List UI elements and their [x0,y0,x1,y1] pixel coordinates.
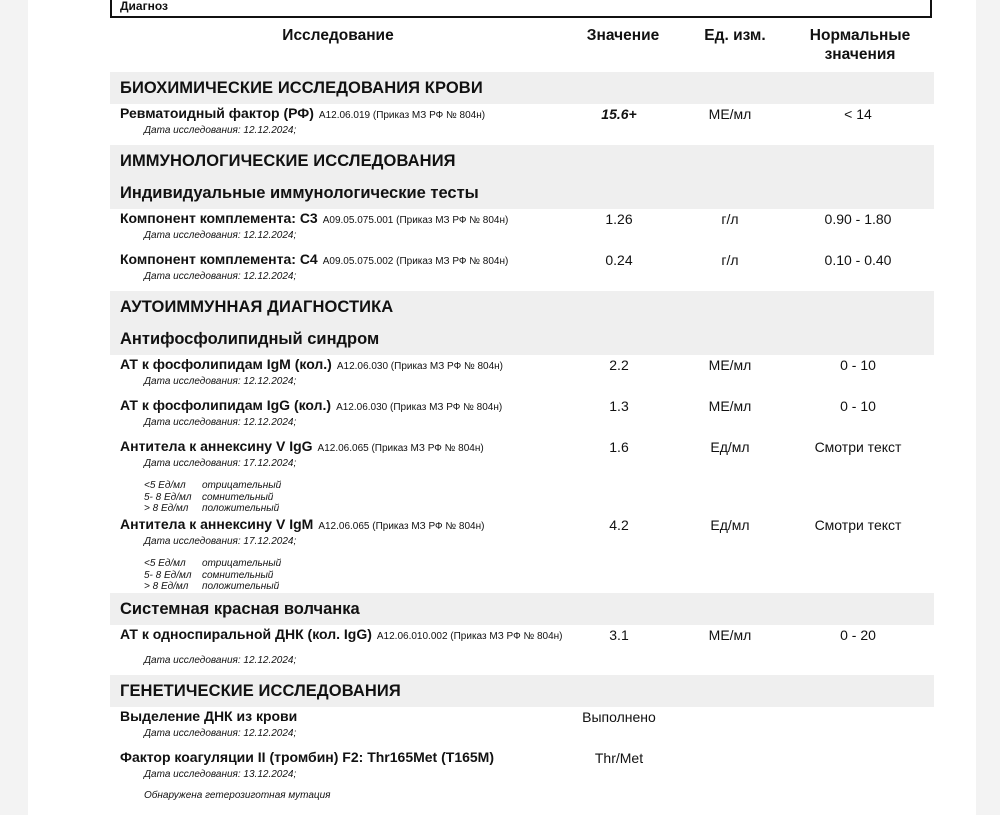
table-row [28,626,976,674]
test-value: Выполнено [582,709,656,725]
test-code: A12.06.010.002 (Приказ МЗ РФ № 804н) [376,631,563,642]
test-value: 1.26 [605,211,633,227]
test-date: Дата исследования: 13.12.2024; [144,769,297,780]
section-title-genetic: ГЕНЕТИЧЕСКИЕ ИССЛЕДОВАНИЯ [120,682,401,700]
test-date: Дата исследования: 12.12.2024; [144,230,297,241]
test-unit: Ед/мл [710,439,750,455]
test-code: A12.06.065 (Приказ МЗ РФ № 804н) [317,443,484,454]
subsection-title-aps: Антифосфолипидный синдром [120,330,380,348]
test-code: A09.05.075.001 (Приказ МЗ РФ № 804н) [322,215,509,226]
test-date: Дата исследования: 12.12.2024; [144,125,297,136]
header-norm [790,26,930,64]
test-code: A12.06.030 (Приказ МЗ РФ № 804н) [336,402,503,413]
header-study: Исследование [282,27,394,44]
table-row [28,749,976,809]
table-row [28,356,976,394]
test-norm: 0 - 20 [840,627,876,643]
test-name: АТ к фосфолипидам IgM (кол.) A12.06.030 (Приказ МЗ РФ № 804н) [120,356,503,372]
section-title-immuno: ИММУНОЛОГИЧЕСКИЕ ИССЛЕДОВАНИЯ [120,152,456,170]
test-value: 4.2 [609,517,629,533]
test-name: Ревматоидный фактор (РФ) A12.06.019 (Приказ МЗ РФ № 804н) [120,105,486,121]
test-norm: 0 - 10 [840,357,876,373]
subsection-title-sle: Системная красная волчанка [120,600,360,618]
header-value: Значение [586,27,660,44]
test-date: Дата исследования: 12.12.2024; [144,655,297,666]
test-code: A12.06.019 (Приказ МЗ РФ № 804н) [318,110,486,121]
test-code: A12.06.030 (Приказ МЗ РФ № 804н) [336,361,503,372]
subsection-title-immuno: Индивидуальные иммунологические тесты [120,184,479,202]
reference-line: 5- 8 Ед/мл сомнительный [144,491,274,503]
reference-line: > 8 Ед/мл положительный [144,503,280,514]
test-unit: МЕ/мл [708,357,752,373]
test-unit: г/л [721,211,739,227]
test-date: Дата исследования: 12.12.2024; [144,271,297,282]
test-value: 1.6 [609,439,629,455]
test-name: Выделение ДНК из крови [120,708,298,724]
test-name: Компонент комплемента: С4 A09.05.075.002 (Приказ МЗ РФ № 804н) [120,251,509,267]
test-name: Компонент комплемента: С3 A09.05.075.001 (Приказ МЗ РФ № 804н) [120,210,509,226]
test-code: A09.05.075.002 (Приказ МЗ РФ № 804н) [322,256,509,267]
header-norm-line2: значения [824,46,896,63]
section-title-autoimmune: АУТОИММУННАЯ ДИАГНОСТИКА [120,298,394,316]
test-unit: МЕ/мл [708,627,752,643]
table-row [28,397,976,435]
table-row [28,105,976,143]
test-norm: < 14 [844,106,872,122]
test-norm: 0.90 - 1.80 [824,211,892,227]
test-name: АТ к односпиральной ДНК (кол. IgG) A12.06.010.002 (Приказ МЗ РФ № 804н) [120,626,563,642]
test-date: Дата исследования: 17.12.2024; [144,536,297,547]
reference-line: <5 Ед/мл отрицательный [144,480,282,491]
test-code: A12.06.065 (Приказ МЗ РФ № 804н) [318,521,485,532]
test-value: Thr/Met [594,750,644,766]
test-name: АТ к фосфолипидам IgG (кол.) A12.06.030 (Приказ МЗ РФ № 804н) [120,397,503,413]
test-value: 2.2 [609,357,629,373]
test-norm: 0 - 10 [840,398,876,414]
table-row [28,251,976,289]
test-unit: Ед/мл [710,517,750,533]
section-title-biochem: БИОХИМИЧЕСКИЕ ИССЛЕДОВАНИЯ КРОВИ [120,79,483,97]
reference-legend [144,558,281,593]
test-note: Обнаружена гетерозиготная мутация [144,790,331,801]
test-unit: МЕ/мл [708,398,752,414]
test-value: 3.1 [609,627,629,643]
diagnosis-label: Диагноз [120,0,168,13]
reference-line: 5- 8 Ед/мл сомнительный [144,569,274,581]
reference-line: <5 Ед/мл отрицательный [144,558,282,569]
reference-line: > 8 Ед/мл положительный [144,581,280,592]
header-unit: Ед. изм. [704,27,766,44]
table-row [28,708,976,746]
test-date: Дата исследования: 12.12.2024; [144,728,297,739]
table-row [28,438,976,514]
test-unit: МЕ/мл [708,106,752,122]
test-name: Антитела к аннексину V IgG A12.06.065 (Приказ МЗ РФ № 804н) [120,438,484,454]
diagnosis-box [110,0,932,18]
test-value: 0.24 [605,252,633,268]
test-name: Антитела к аннексину V IgM A12.06.065 (Приказ МЗ РФ № 804н) [120,516,485,532]
test-date: Дата исследования: 17.12.2024; [144,458,297,469]
test-norm: Смотри текст [814,517,902,533]
test-name: Фактор коагуляции II (тромбин) F2: Thr165Met (T165M) [120,749,495,765]
test-unit: г/л [721,252,739,268]
test-value: 15.6+ [601,106,637,122]
table-row [28,516,976,592]
test-date: Дата исследования: 12.12.2024; [144,376,297,387]
test-date: Дата исследования: 12.12.2024; [144,417,297,428]
header-norm-line1: Нормальные [809,27,911,44]
test-norm: 0.10 - 0.40 [824,252,892,268]
test-norm: Смотри текст [814,439,902,455]
report-page [28,0,976,815]
table-row [28,210,976,248]
test-value: 1.3 [609,398,629,414]
reference-legend [144,480,281,515]
